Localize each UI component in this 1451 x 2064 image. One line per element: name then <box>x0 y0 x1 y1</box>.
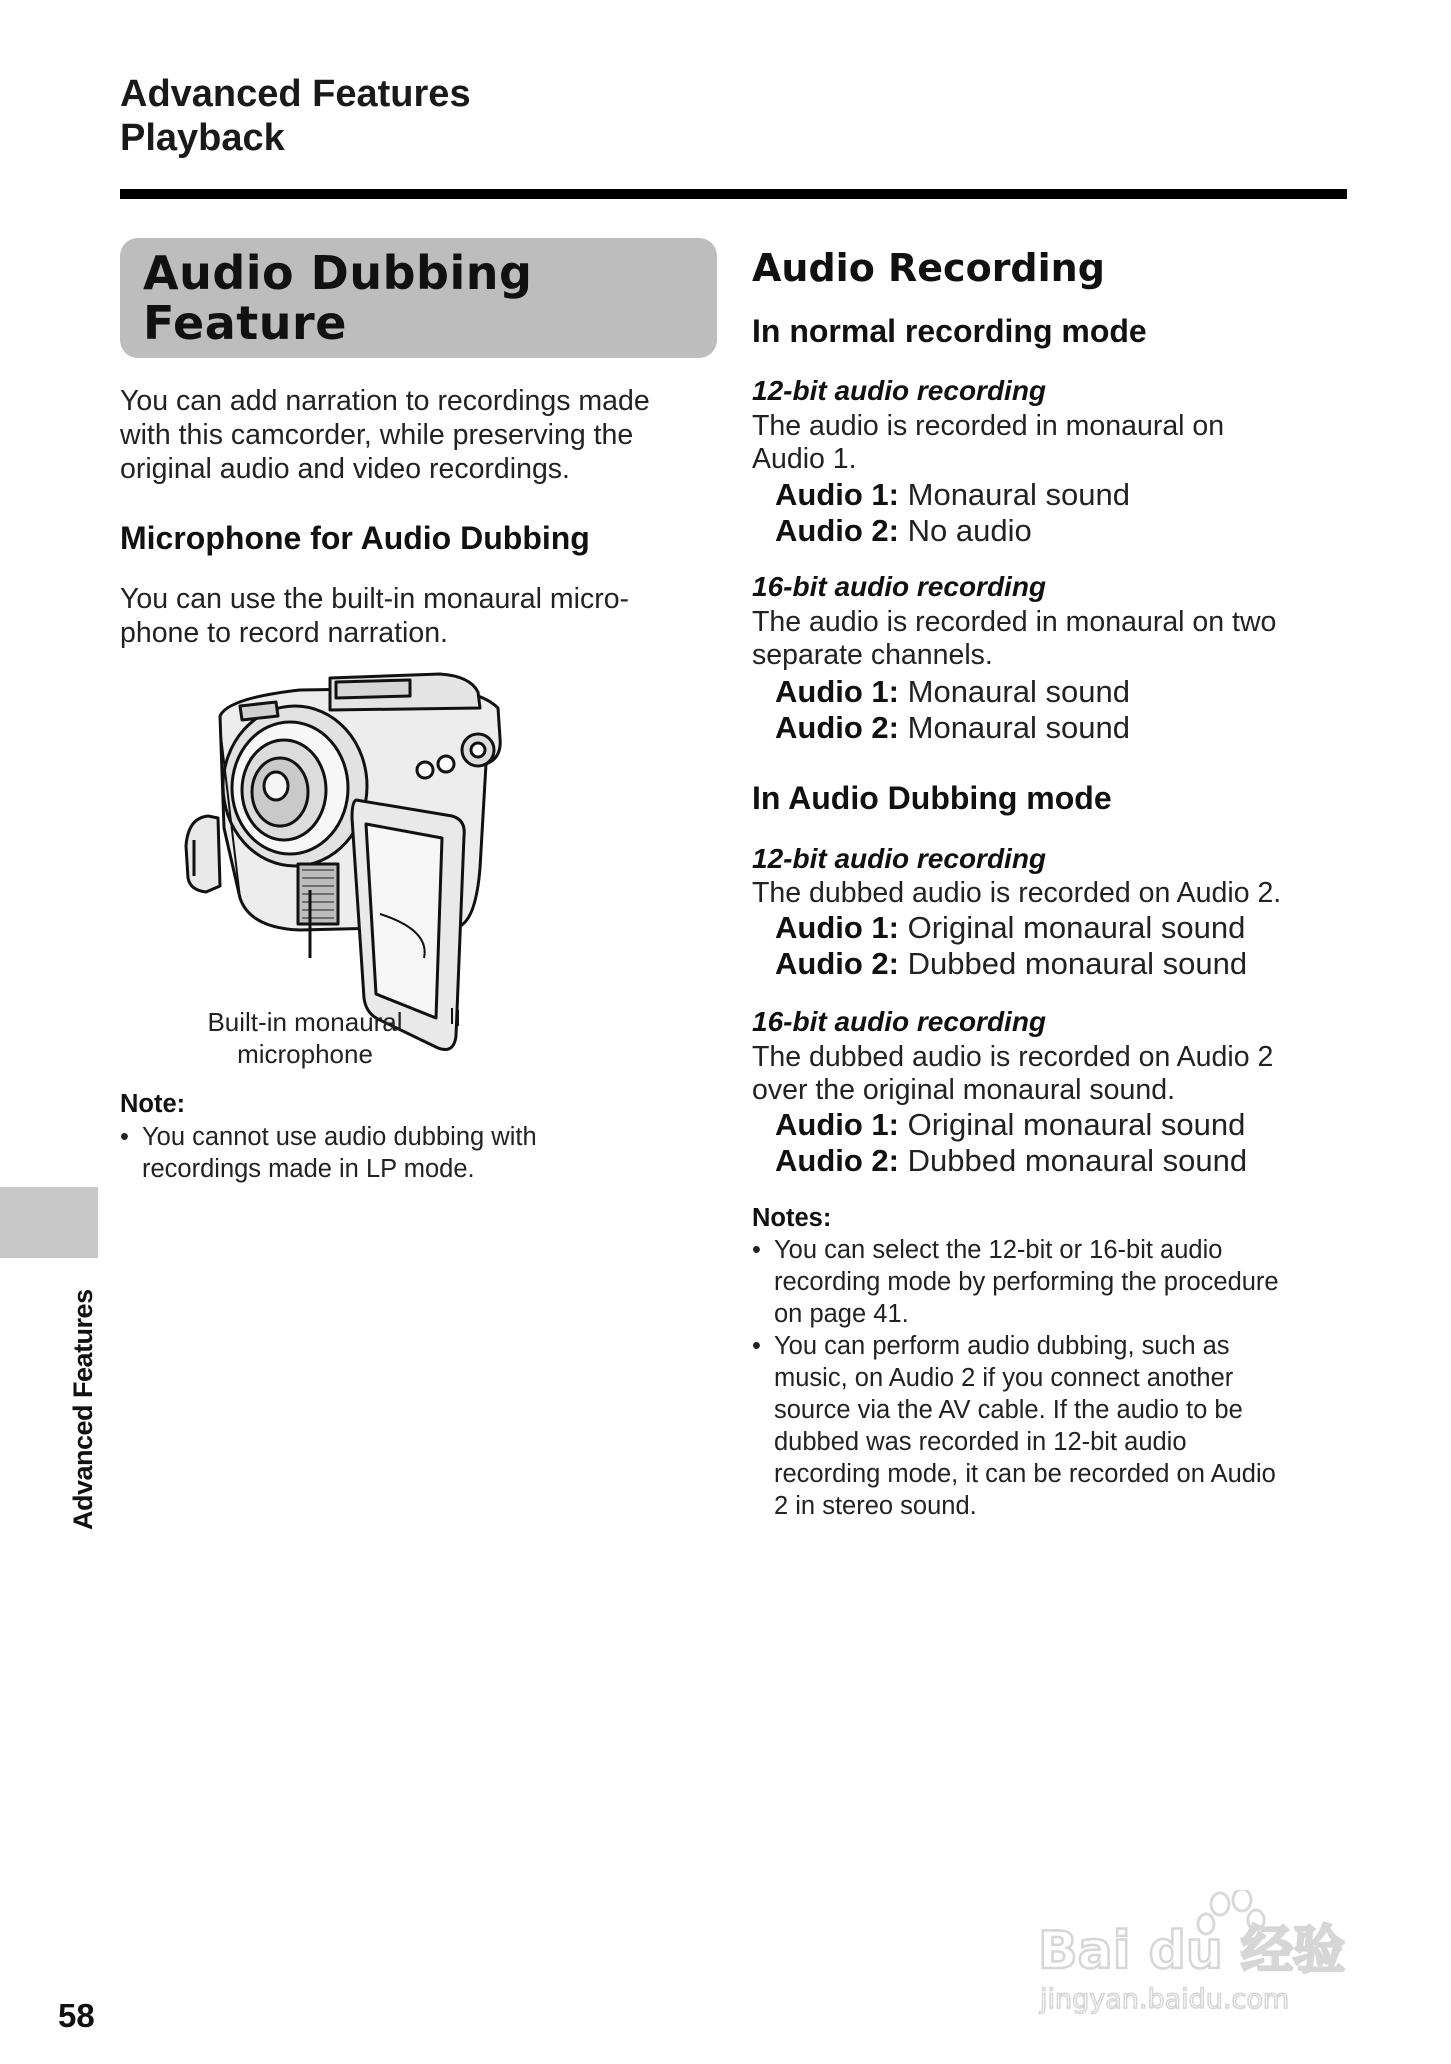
mic-line: You can use the built-in monaural micro- <box>120 583 630 615</box>
mic-paragraph <box>120 582 629 650</box>
intro-paragraph <box>120 384 650 486</box>
dub-12bit-audio2 <box>775 946 1247 982</box>
note-line: music, on Audio 2 if you connect another <box>774 1364 1234 1392</box>
baidu-watermark <box>1030 1890 1390 2020</box>
dub-12bit-text <box>752 877 1352 910</box>
note-line: • You can perform audio dubbing, such as <box>774 1332 1230 1360</box>
chapter-side-tab <box>0 1187 98 1258</box>
normal-mode-heading: In normal recording mode <box>752 313 1147 349</box>
note-line: recording mode by performing the procedure <box>774 1268 1279 1296</box>
audio2-value: No audio <box>907 513 1032 548</box>
dub-16bit-text <box>752 1041 1352 1107</box>
audio1-label: Audio 1: <box>775 674 899 709</box>
text-line: separate channels. <box>752 639 993 671</box>
feature-title-line2: Feature <box>143 296 347 350</box>
watermark-logo-text: Bai du 经验 <box>1038 1921 1345 1981</box>
mic-line: phone to record narration. <box>120 617 448 649</box>
note-line: dubbed was recorded in 12-bit audio <box>774 1428 1187 1456</box>
normal-12bit-title: 12-bit audio recording <box>752 375 1047 406</box>
dubbing-mode-heading: In Audio Dubbing mode <box>752 780 1112 816</box>
audio1-value: Original monaural sound <box>907 910 1246 945</box>
section-title: Advanced Features <box>120 73 471 115</box>
audio2-value: Dubbed monaural sound <box>907 946 1248 981</box>
audio1-label: Audio 1: <box>775 910 899 945</box>
normal-12bit-text <box>752 410 1352 476</box>
text-line: over the original monaural sound. <box>752 1074 1176 1106</box>
note-line: 2 in stereo sound. <box>774 1492 977 1520</box>
normal-16bit-audio1 <box>775 674 1130 710</box>
header-rule <box>120 189 1347 199</box>
audio1-value: Original monaural sound <box>907 1107 1246 1142</box>
chapter-side-label: Advanced Features <box>68 1289 98 1530</box>
note-line: • You cannot use audio dubbing with <box>142 1123 537 1151</box>
text-line: The audio is recorded in monaural on two <box>752 606 1277 638</box>
normal-16bit-title: 16-bit audio recording <box>752 571 1047 602</box>
text-line: Audio 1. <box>752 443 857 475</box>
notes-item <box>752 1330 1352 1522</box>
text-line: The dubbed audio is recorded on Audio 2. <box>752 877 1282 909</box>
note-heading: Note: <box>120 1090 186 1118</box>
normal-16bit-text <box>752 606 1352 672</box>
normal-12bit-audio1 <box>775 477 1130 513</box>
mic-label-line: microphone <box>237 1039 373 1069</box>
audio-recording-heading: Audio Recording <box>752 246 1105 290</box>
dub-12bit-audio1 <box>775 910 1245 946</box>
dub-16bit-title: 16-bit audio recording <box>752 1006 1047 1037</box>
subsection-title: Playback <box>120 117 285 159</box>
page-number: 58 <box>58 1997 95 2034</box>
normal-16bit-audio2 <box>775 710 1130 746</box>
audio1-label: Audio 1: <box>775 1107 899 1142</box>
mic-heading: Microphone for Audio Dubbing <box>120 520 590 556</box>
note-line: source via the AV cable. If the audio to be <box>774 1396 1243 1424</box>
audio2-label: Audio 2: <box>775 513 899 548</box>
audio1-value: Monaural sound <box>907 674 1130 709</box>
audio2-label: Audio 2: <box>775 710 899 745</box>
note-line: • You can select the 12-bit or 16-bit audio <box>774 1236 1223 1264</box>
audio2-value: Dubbed monaural sound <box>907 1143 1248 1178</box>
note-list <box>120 1121 680 1185</box>
dub-12bit-title: 12-bit audio recording <box>752 843 1047 874</box>
dub-16bit-audio1 <box>775 1107 1245 1143</box>
note-item <box>120 1121 680 1185</box>
feature-title-line1: Audio Dubbing <box>143 246 533 300</box>
audio2-label: Audio 2: <box>775 1143 899 1178</box>
mic-callout-label <box>178 1006 432 1070</box>
notes-heading: Notes: <box>752 1204 832 1232</box>
text-line: The audio is recorded in monaural on <box>752 410 1225 442</box>
notes-list <box>752 1234 1352 1522</box>
watermark-url: jingyan.baidu.com <box>1040 1984 1290 2015</box>
audio1-label: Audio 1: <box>775 477 899 512</box>
intro-line: with this camcorder, while preserving the <box>120 419 634 451</box>
mic-label-line: Built-in monaural <box>207 1007 403 1037</box>
note-line: recordings made in LP mode. <box>142 1155 475 1183</box>
intro-line: original audio and video recordings. <box>120 453 570 485</box>
normal-12bit-audio2 <box>775 513 1032 549</box>
notes-item <box>752 1234 1352 1330</box>
dub-16bit-audio2 <box>775 1143 1247 1179</box>
note-line: on page 41. <box>774 1300 909 1328</box>
audio1-value: Monaural sound <box>907 477 1130 512</box>
text-line: The dubbed audio is recorded on Audio 2 <box>752 1041 1274 1073</box>
audio2-value: Monaural sound <box>907 710 1130 745</box>
note-line: recording mode, it can be recorded on Audio <box>774 1460 1276 1488</box>
intro-line: You can add narration to recordings made <box>120 385 650 417</box>
audio2-label: Audio 2: <box>775 946 899 981</box>
